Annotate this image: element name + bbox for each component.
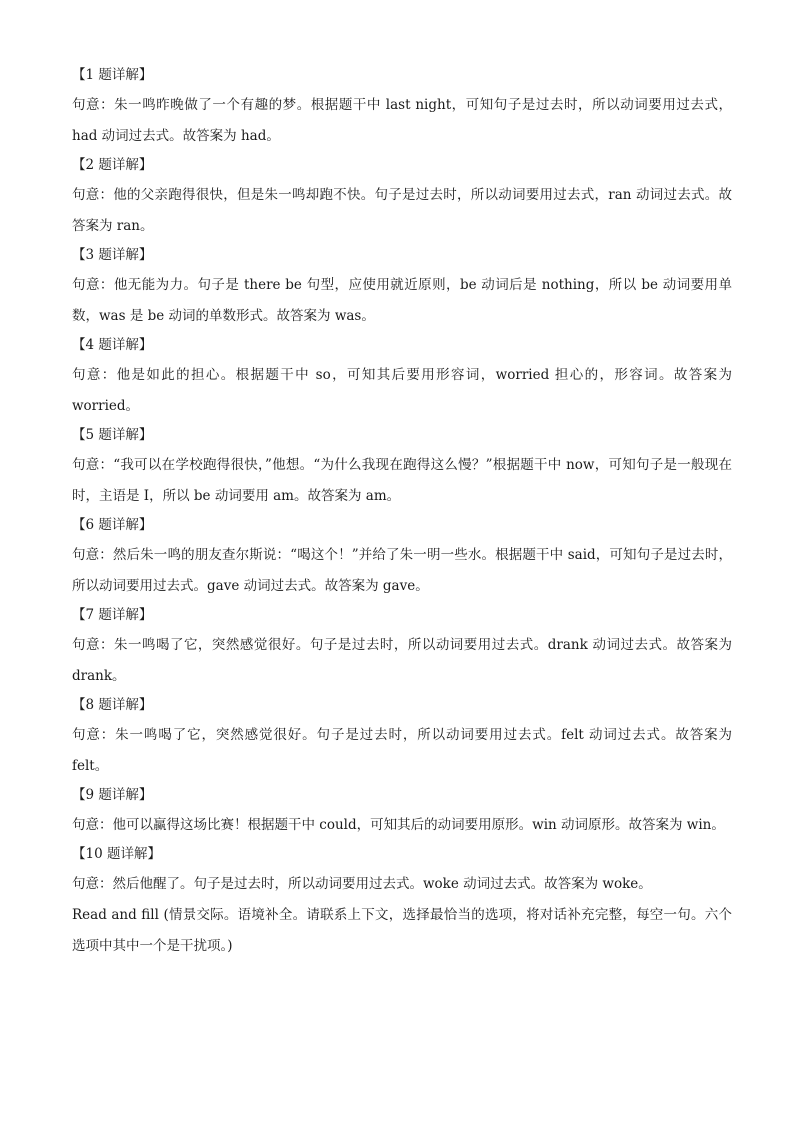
item-text: 句意：他是如此的担心。根据题干中 so，可知其后要用形容词，worried 担心的，形容词。故答案为 worried。 [72, 367, 732, 414]
explanation-item-4 [72, 334, 732, 422]
item-heading: 【7 题详解】 [72, 607, 153, 623]
item-heading: 【5 题详解】 [72, 427, 153, 443]
item-heading: 【10 题详解】 [72, 846, 161, 862]
explanation-item-7 [72, 604, 732, 692]
item-text: 句意：然后朱一鸣的朋友查尔斯说：“喝这个！”并给了朱一明一些水。根据题干中 said，可知句子是过去时，所以动词要用过去式。gave 动词过去式。故答案为 gave。 [72, 547, 732, 594]
item-heading: 【4 题详解】 [72, 337, 153, 353]
item-heading: 【6 题详解】 [72, 517, 153, 533]
explanation-item-1 [72, 64, 732, 152]
item-heading: 【3 题详解】 [72, 247, 153, 263]
item-heading: 【9 题详解】 [72, 787, 153, 803]
explanation-item-6 [72, 514, 732, 602]
explanation-item-5 [72, 424, 732, 512]
explanation-item-2 [72, 154, 732, 242]
item-text: 句意：朱一鸣喝了它，突然感觉很好。句子是过去时，所以动词要用过去式。felt 动词过去式。故答案为 felt。 [72, 727, 732, 774]
explanation-item-9 [72, 784, 732, 841]
explanation-item-8 [72, 694, 732, 782]
item-heading: 【8 题详解】 [72, 697, 153, 713]
explanation-item-10 [72, 843, 732, 900]
item-text: 句意：朱一鸣喝了它，突然感觉很好。句子是过去时，所以动词要用过去式。drank 动词过去式。故答案为 drank。 [72, 637, 732, 684]
item-text: 句意：“我可以在学校跑得很快，”他想。“为什么我现在跑得这么慢？”根据题干中 now，可知句子是一般现在时，主语是 I，所以 be 动词要用 am。故答案为 am。 [72, 457, 732, 504]
item-heading: 【2 题详解】 [72, 157, 153, 173]
item-text: 句意：然后他醒了。句子是过去时，所以动词要用过去式。woke 动词过去式。故答案为 woke。 [72, 876, 652, 892]
item-text: 句意：他的父亲跑得很快，但是朱一鸣却跑不快。句子是过去时，所以动词要用过去式，ran 动词过去式。故答案为 ran。 [72, 187, 732, 234]
item-text: 句意：他可以赢得这场比赛！根据题干中 could，可知其后的动词要用原形。win 动词原形。故答案为 win。 [72, 817, 725, 833]
item-text: 句意：他无能为力。句子是 there be 句型，应使用就近原则，be 动词后是 nothing，所以 be 动词要用单数，was 是 be 动词的单数形式。故答案为 was。 [72, 277, 732, 324]
document-page [72, 64, 732, 962]
section-instruction: Read and fill (情景交际。语境补全。请联系上下文，选择最恰当的选项，将对话补充完整，每空一句。六个选项中其中一个是干扰项。) [72, 907, 732, 954]
item-heading: 【1 题详解】 [72, 67, 153, 83]
item-text: 句意：朱一鸣昨晚做了一个有趣的梦。根据题干中 last night，可知句子是过去时，所以动词要用过去式，had 动词过去式。故答案为 had。 [72, 97, 732, 144]
explanation-item-3 [72, 244, 732, 332]
